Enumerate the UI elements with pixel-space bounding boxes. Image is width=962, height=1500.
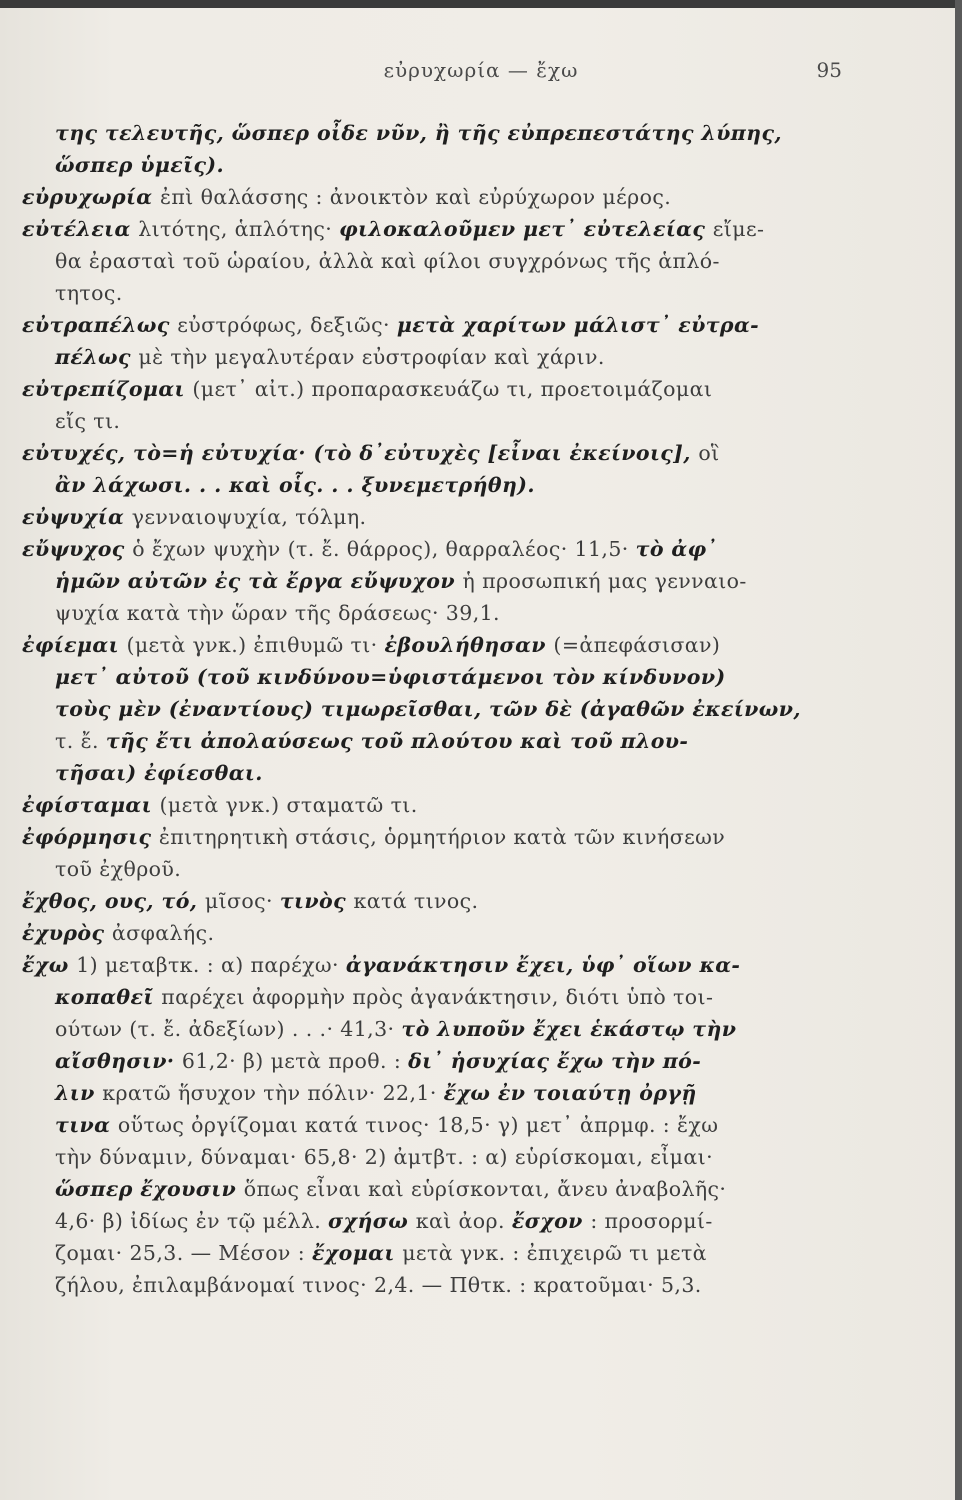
headword-or-quote: εὔψυχος	[22, 537, 133, 561]
text-line	[55, 246, 720, 276]
definition-text: οἳ	[698, 441, 720, 465]
definition-text: κρατῶ ἥσυχον τὴν πόλιν· 22,1·	[102, 1081, 444, 1105]
definition-text: λιτότης, ἁπλότης·	[138, 217, 340, 241]
definition-text: εἴμε-	[712, 217, 765, 241]
text-line	[55, 758, 263, 788]
definition-text: 1) μεταβτκ. : α) παρέχω·	[76, 953, 346, 977]
text-line	[55, 566, 747, 596]
definition-text: 61,2· β) μετὰ προθ. :	[181, 1049, 409, 1073]
definition-text: ἐπὶ θαλάσσης : ἀνοικτὸν καὶ εὐρύχωρον μέρος.	[160, 185, 672, 209]
page-number: 95	[816, 58, 842, 82]
definition-text: εἴς τι.	[55, 409, 121, 433]
definition-text: τ. ἔ.	[55, 729, 106, 753]
text-line	[55, 118, 782, 148]
text-line	[22, 438, 720, 468]
headword-or-quote: ἔσχον	[511, 1209, 591, 1233]
definition-text: θα ἐρασταὶ τοῦ ὡραίου, ἀλλὰ καὶ φίλοι συγχρόνως τῆς ἁπλό-	[55, 249, 720, 273]
definition-text: μετὰ γνκ. : ἐπιχειρῶ τι μετὰ	[402, 1241, 707, 1265]
headword-or-quote: τινα	[55, 1113, 118, 1137]
definition-text: ἀσφαλής.	[111, 921, 215, 945]
text-line	[55, 150, 224, 180]
definition-text: ζομαι· 25,3. — Μέσον :	[55, 1241, 312, 1265]
headword-or-quote: κοπαθεῖ	[55, 985, 162, 1009]
text-line	[22, 950, 740, 980]
text-line	[22, 502, 366, 532]
headword-or-quote: μετ᾽ αὐτοῦ (τοῦ κινδύνου=ὑφιστάμενοι τὸν κίνδυνον)	[55, 665, 726, 689]
text-line	[55, 1014, 736, 1044]
headword-or-quote: ἐφίεμαι	[22, 633, 127, 657]
definition-text: ὅπως εἶναι καὶ εὑρίσκονται, ἄνευ ἀναβολῆς·	[243, 1177, 727, 1201]
definition-text: κατά τινος.	[353, 889, 479, 913]
headword-or-quote: τῆσαι) ἐφίεσθαι.	[55, 761, 263, 785]
headword-or-quote: της τελευτῆς, ὥσπερ οἶδε νῦν, ἢ τῆς εὐπρεπεστάτης λύπης,	[55, 121, 782, 145]
text-line	[55, 1078, 697, 1108]
text-line	[22, 214, 764, 244]
text-line	[55, 1110, 718, 1140]
definition-text: τοῦ ἐχθροῦ.	[55, 857, 182, 881]
headword-or-quote: ἔχομαι	[311, 1241, 403, 1265]
text-line	[55, 1174, 726, 1204]
headword-or-quote: δι᾽ ἡσυχίας ἔχω τὴν πό-	[408, 1049, 702, 1073]
headword-or-quote: ἂν λάχωσι. . . καὶ οἷς. . . ξυνεμετρήθη).	[55, 473, 535, 497]
definition-text: ἡ προσωπική μας γενναιο-	[462, 569, 747, 593]
headword-or-quote: τοὺς μὲν (ἐναντίους) τιμωρεῖσθαι, τῶν δὲ (ἀγαθῶν ἐκείνων,	[55, 697, 801, 721]
definition-text: οὕτως ὀργίζομαι κατά τινος· 18,5· γ) μετ᾽ ἀπρμφ. : ἔχω	[117, 1113, 719, 1137]
text-line	[55, 694, 801, 724]
dictionary-entries	[0, 118, 962, 1398]
text-line	[22, 822, 725, 852]
headword-or-quote: φιλοκαλοῦμεν μετ᾽ εὐτελείας	[339, 217, 713, 241]
scan-edge-top	[0, 0, 962, 8]
headword-or-quote: εὐψυχία	[22, 505, 132, 529]
headword-or-quote: τὸ λυποῦν ἔχει ἑκάστῳ τὴν	[401, 1017, 737, 1041]
headword-or-quote: τὸ ἀφ᾽	[635, 537, 718, 561]
definition-text: : προσορμί-	[590, 1209, 713, 1233]
headword-or-quote: ἐφίσταμαι	[22, 793, 160, 817]
definition-text: (=ἀπεφάσισαν)	[553, 633, 721, 657]
text-line	[55, 278, 123, 308]
text-line	[55, 470, 535, 500]
text-line	[22, 310, 759, 340]
definition-text: (μετὰ γνκ.) σταματῶ τι.	[159, 793, 418, 817]
text-line	[55, 1142, 713, 1172]
text-line	[55, 1206, 713, 1236]
headword-or-quote: ἔχθος, ους, τό,	[22, 889, 205, 913]
definition-text: ζήλου, ἐπιλαμβάνομαί τινος· 2,4. — Πθτκ. : κρατοῦμαι· 5,3.	[55, 1273, 702, 1297]
definition-text: παρέχει ἀφορμὴν πρὸς ἀγανάκτησιν, διότι ὑπὸ τοι-	[161, 985, 714, 1009]
text-line	[22, 534, 717, 564]
definition-text: ούτων (τ. ἔ. ἀδεξίων) . . .· 41,3·	[55, 1017, 402, 1041]
definition-text: ἐπιτηρητικὴ στάσις, ὁρμητήριον κατὰ τῶν κινήσεων	[158, 825, 726, 849]
definition-text: ψυχία κατὰ τὴν ὥραν τῆς δράσεως· 39,1.	[55, 601, 500, 625]
text-line	[22, 886, 478, 916]
headword-or-quote: ἐχυρὸς	[22, 921, 112, 945]
headword-or-quote: τῆς ἔτι ἀπολαύσεως τοῦ πλούτου καὶ τοῦ πλου-	[105, 729, 689, 753]
definition-text: (μετὰ γνκ.) ἐπιθυμῶ τι·	[126, 633, 385, 657]
running-head: εὐρυχωρία — ἔχω	[383, 58, 579, 82]
headword-or-quote: εὐτυχές, τὸ=ἡ εὐτυχία· (τὸ δ᾽εὐτυχὲς [εἶναι ἐκείνοις],	[22, 441, 699, 465]
headword-or-quote: τινὸς	[279, 889, 354, 913]
text-line	[22, 918, 214, 948]
definition-text: γενναιοψυχία, τόλμη.	[131, 505, 367, 529]
headword-or-quote: ἡμῶν αὐτῶν ἐς τὰ ἔργα εὔψυχον	[55, 569, 463, 593]
headword-or-quote: πέλως	[55, 345, 139, 369]
text-line	[22, 182, 671, 212]
headword-or-quote: σχήσω	[328, 1209, 416, 1233]
headword-or-quote: αἴσθησιν·	[55, 1049, 182, 1073]
text-line	[55, 598, 500, 628]
headword-or-quote: ἐβουλήθησαν	[384, 633, 554, 657]
definition-text: τὴν δύναμιν, δύναμαι· 65,8· 2) ἀμτβτ. : α) εὑρίσκομαι, εἶμαι·	[55, 1145, 713, 1169]
definition-text: 4,6· β) ἰδίως ἐν τῷ μέλλ.	[55, 1209, 329, 1233]
definition-text: καὶ ἀορ.	[415, 1209, 512, 1233]
headword-or-quote: ἀγανάκτησιν ἔχει, ὑφ᾽ οἵων κα-	[345, 953, 741, 977]
definition-text: μῖσος·	[204, 889, 280, 913]
headword-or-quote: ἐφόρμησις	[22, 825, 159, 849]
text-line	[55, 1046, 701, 1076]
text-line	[55, 982, 713, 1012]
text-line	[22, 790, 418, 820]
headword-or-quote: εὐτραπέλως	[22, 313, 178, 337]
headword-or-quote: εὐτρεπίζομαι	[22, 377, 193, 401]
text-line	[55, 854, 181, 884]
headword-or-quote: ὥσπερ ἔχουσιν	[55, 1177, 244, 1201]
headword-or-quote: λιν	[55, 1081, 103, 1105]
text-line	[55, 406, 120, 436]
definition-text: (μετ᾽ αἰτ.) προπαρασκευάζω τι, προετοιμάζομαι	[192, 377, 713, 401]
text-line	[55, 1238, 707, 1268]
text-line	[55, 662, 726, 692]
definition-text: ὁ ἔχων ψυχὴν (τ. ἔ. θάρρος), θαρραλέος· 11,5·	[132, 537, 636, 561]
text-line	[22, 630, 720, 660]
definition-text: τητος.	[55, 281, 123, 305]
text-line	[22, 374, 712, 404]
headword-or-quote: μετὰ χαρίτων μάλιστ᾽ εὐτρα-	[396, 313, 760, 337]
definition-text: εὐστρόφως, δεξιῶς·	[177, 313, 397, 337]
definition-text: μὲ τὴν μεγαλυτέραν εὐστροφίαν καὶ χάριν.	[138, 345, 605, 369]
headword-or-quote: ὥσπερ ὑμεῖς).	[55, 153, 224, 177]
text-line	[55, 342, 605, 372]
text-line	[55, 726, 688, 756]
headword-or-quote: εὐτέλεια	[22, 217, 139, 241]
headword-or-quote: ἔχω ἐν τοιαύτῃ ὀργῇ	[443, 1081, 697, 1105]
headword-or-quote: ἔχω	[22, 953, 77, 977]
headword-or-quote: εὐρυχωρία	[22, 185, 161, 209]
text-line	[55, 1270, 702, 1300]
